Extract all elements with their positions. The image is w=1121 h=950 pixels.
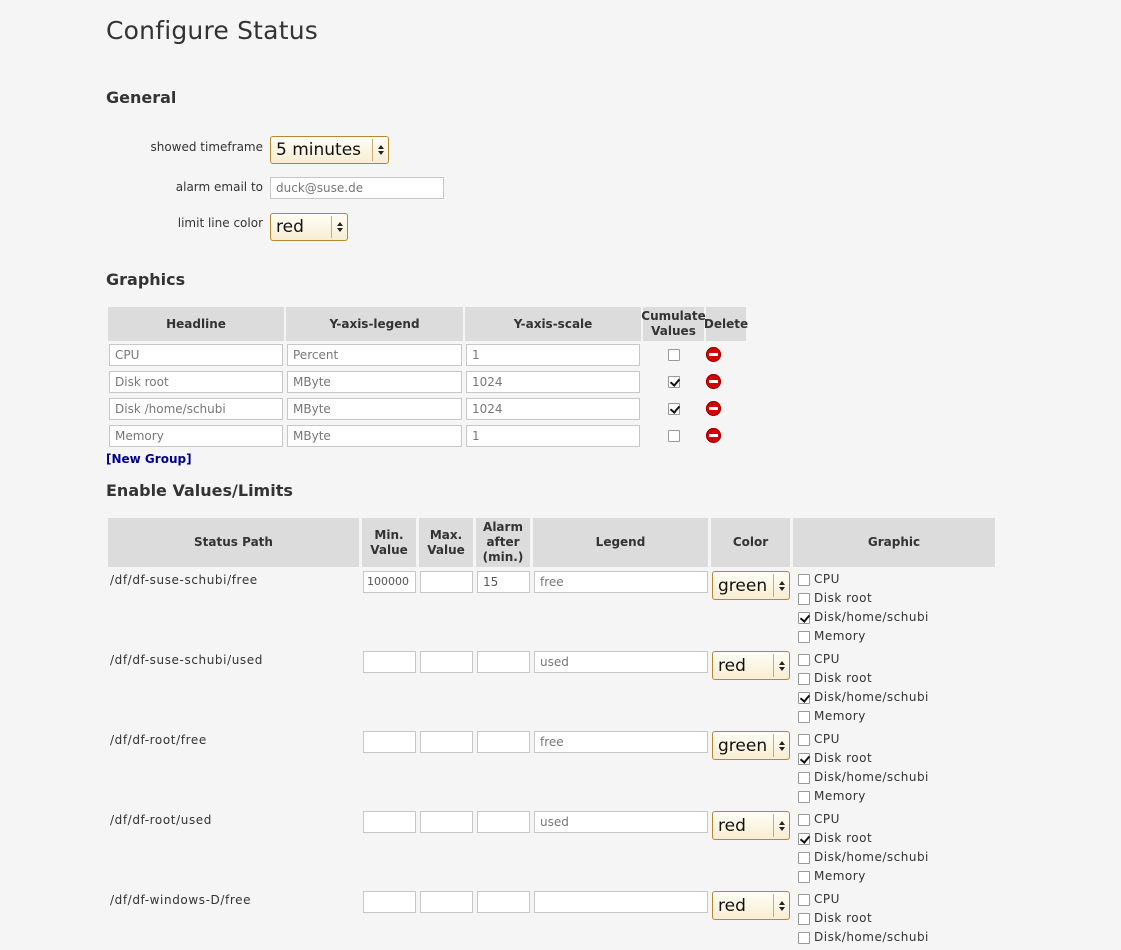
graphic-checkbox-cpu[interactable] [798,734,810,746]
status-path: /df/df-suse-schubi/free [110,573,258,587]
y-axis-scale-input[interactable]: 1 [466,344,640,366]
cumulate-checkbox[interactable] [668,430,680,442]
select-arrows-icon [773,654,789,677]
y-axis-legend-input[interactable]: MByte [287,398,462,420]
timeframe-row [106,138,606,166]
graphics-col-y-scale: Y-axis-scale [465,307,641,341]
values-col-alarm: Alarm after (min.) [476,518,530,567]
legend-input[interactable]: used [534,811,708,833]
min-value-input[interactable] [363,731,416,753]
color-select-value: red [718,896,746,916]
cumulate-checkbox[interactable] [668,349,680,361]
graphic-checkbox-memory[interactable] [798,631,810,643]
limit-color-label: limit line color [177,216,263,230]
values-col-status-path: Status Path [108,518,359,567]
graphic-checkbox-disk-home[interactable] [798,612,810,624]
color-select[interactable] [712,651,790,680]
graphics-heading: Graphics [106,270,186,289]
delete-icon[interactable] [706,347,721,362]
graphic-checkbox-disk-root[interactable] [798,913,810,925]
status-path: /df/df-root/free [110,733,207,747]
select-arrows-icon [331,216,347,238]
general-heading: General [106,88,177,107]
graphic-checkbox-cpu[interactable] [798,894,810,906]
select-arrows-icon [372,139,388,161]
graphic-option-label: Disk/home/schubi [814,850,929,864]
email-label: alarm email to [175,180,263,194]
limit-color-select[interactable] [270,213,348,241]
graphic-option-label: CPU [814,732,840,746]
alarm-after-input[interactable] [477,731,530,753]
graphic-option-label: Memory [814,869,866,883]
email-input[interactable]: duck@suse.de [270,177,444,199]
graphic-checkbox-disk-home[interactable] [798,932,810,944]
values-limits-heading: Enable Values/Limits [106,481,293,500]
graphic-option-label: Memory [814,629,866,643]
graphic-option-label: Disk/home/schubi [814,770,929,784]
min-value-input[interactable] [363,811,416,833]
values-col-color: Color [711,518,790,567]
graphic-checkbox-cpu[interactable] [798,574,810,586]
y-axis-legend-input[interactable]: Percent [287,344,462,366]
timeframe-select[interactable] [270,136,389,164]
graphic-checkbox-disk-home[interactable] [798,772,810,784]
new-group-link[interactable]: [New Group] [106,452,192,466]
legend-input[interactable]: used [534,651,708,673]
legend-input[interactable]: free [534,731,708,753]
limit-color-select-value: red [276,217,304,237]
y-axis-scale-input[interactable]: 1024 [466,398,640,420]
select-arrows-icon [773,734,789,757]
page-title: Configure Status [106,16,318,45]
legend-input[interactable] [534,891,708,913]
graphic-option-label: Disk/home/schubi [814,610,929,624]
graphic-option-label: Disk root [814,671,873,685]
graphic-checkbox-memory[interactable] [798,711,810,723]
graphic-option-label: CPU [814,892,840,906]
timeframe-label: showed timeframe [150,140,263,154]
graphic-option-label: CPU [814,812,840,826]
values-col-min: Min. Value [362,518,416,567]
graphic-checkbox-memory[interactable] [798,871,810,883]
graphic-checkbox-memory[interactable] [798,791,810,803]
graphic-checkbox-cpu[interactable] [798,654,810,666]
values-col-legend: Legend [533,518,708,567]
color-select[interactable] [712,571,790,600]
color-select-value: red [718,816,746,836]
select-arrows-icon [773,574,789,597]
color-select-value: green [718,576,768,596]
limit-color-row [106,215,606,243]
timeframe-select-value: 5 minutes [276,140,362,160]
graphic-checkbox-disk-home[interactable] [798,692,810,704]
values-col-graphic: Graphic [793,518,995,567]
graphic-option-label: Disk/home/schubi [814,690,929,704]
select-arrows-icon [773,894,789,917]
status-path: /df/df-windows-D/free [110,893,252,907]
headline-input[interactable]: Disk root [109,371,283,393]
graphic-checkbox-disk-root[interactable] [798,593,810,605]
graphics-col-cumulate: Cumulate Values [643,307,704,341]
graphic-option-label: Memory [814,709,866,723]
graphic-option-label: Disk root [814,911,873,925]
color-select-value: green [718,736,768,756]
min-value-input[interactable] [363,891,416,913]
max-value-input[interactable] [420,891,473,913]
graphic-checkbox-cpu[interactable] [798,814,810,826]
color-select[interactable] [712,811,790,840]
color-select-value: red [718,656,746,676]
max-value-input[interactable] [420,811,473,833]
min-value-input[interactable] [363,651,416,673]
min-value-input[interactable]: 100000 [363,571,416,593]
email-row [106,179,606,207]
cumulate-checkbox[interactable] [668,376,680,388]
max-value-input[interactable] [420,651,473,673]
delete-icon[interactable] [706,428,721,443]
alarm-after-input[interactable] [477,891,530,913]
alarm-after-input[interactable]: 15 [477,571,530,593]
delete-icon[interactable] [706,401,721,416]
graphic-option-label: Disk root [814,591,873,605]
delete-icon[interactable] [706,374,721,389]
graphic-checkbox-disk-root[interactable] [798,833,810,845]
graphic-option-label: Disk root [814,831,873,845]
legend-input[interactable]: free [534,571,708,593]
graphics-col-headline: Headline [108,307,284,341]
max-value-input[interactable] [420,731,473,753]
select-arrows-icon [773,814,789,837]
headline-input[interactable]: Disk /home/schubi [109,398,283,420]
alarm-after-input[interactable] [477,811,530,833]
y-axis-legend-input[interactable]: MByte [287,371,462,393]
graphics-col-delete: Delete [706,307,746,341]
graphic-checkbox-disk-home[interactable] [798,852,810,864]
graphic-option-label: Disk root [814,751,873,765]
graphic-option-label: CPU [814,572,840,586]
alarm-after-input[interactable] [477,651,530,673]
status-path: /df/df-suse-schubi/used [110,653,263,667]
graphic-option-label: Disk/home/schubi [814,930,929,944]
headline-input[interactable]: CPU [109,344,283,366]
y-axis-scale-input[interactable]: 1024 [466,371,640,393]
color-select[interactable] [712,891,790,920]
y-axis-scale-input[interactable]: 1 [466,425,640,447]
graphic-option-label: CPU [814,652,840,666]
status-path: /df/df-root/used [110,813,213,827]
graphics-col-y-legend: Y-axis-legend [286,307,463,341]
cumulate-checkbox[interactable] [668,403,680,415]
max-value-input[interactable] [420,571,473,593]
headline-input[interactable]: Memory [109,425,283,447]
color-select[interactable] [712,731,790,760]
values-col-max: Max. Value [419,518,473,567]
y-axis-legend-input[interactable]: MByte [287,425,462,447]
graphic-checkbox-disk-root[interactable] [798,753,810,765]
graphic-option-label: Memory [814,789,866,803]
graphic-checkbox-disk-root[interactable] [798,673,810,685]
